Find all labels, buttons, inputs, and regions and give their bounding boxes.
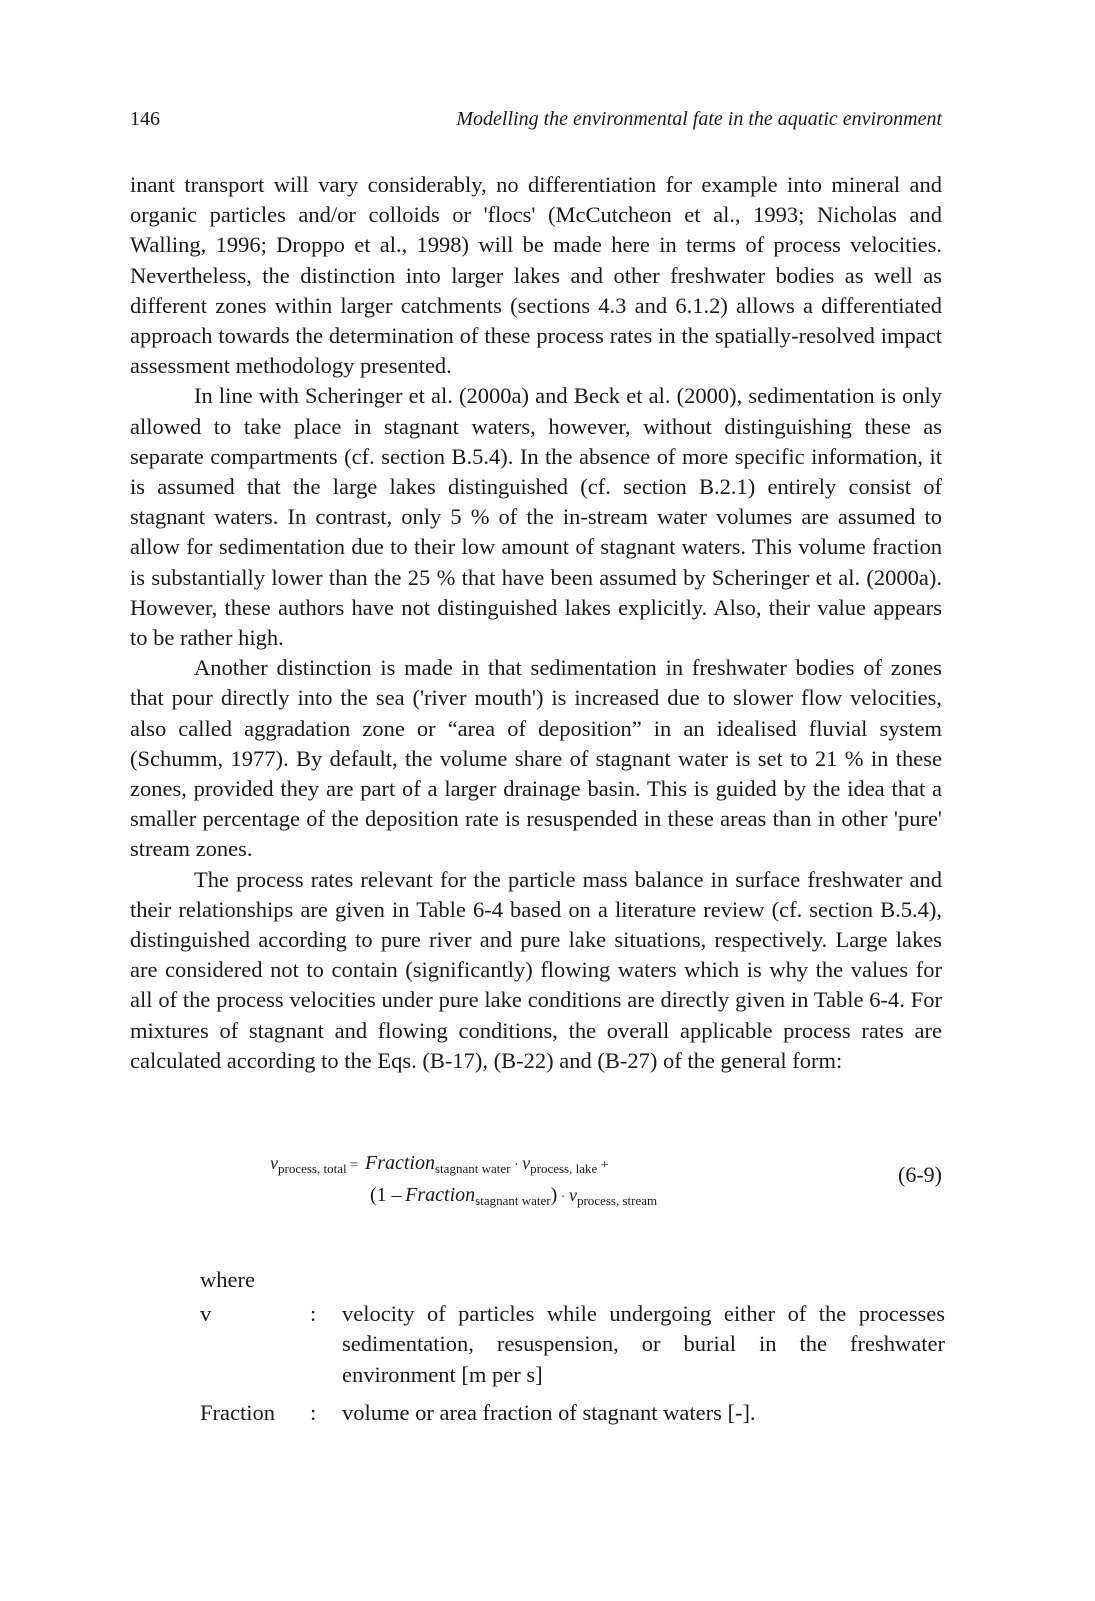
where-label: where bbox=[200, 1267, 255, 1292]
eq-plus: + bbox=[600, 1158, 609, 1173]
running-title: Modelling the environmental fate in the aquatic environment bbox=[456, 108, 942, 130]
definition-term: v bbox=[200, 1301, 212, 1327]
eq-equals: = bbox=[350, 1158, 358, 1173]
definition-colon: : bbox=[310, 1301, 317, 1327]
eq-symbol-v: v bbox=[568, 1185, 577, 1205]
paragraph: Another distinction is made in that sedimentation in freshwater bodies of zones that pour directly into the sea ('river mouth') is increased due to slower flow velocities, also called aggradation zone or “area of deposition” in an idealised fluvial system (Schumm, 1977). By default, the volume share of stagnant water is set to 21 % in these zones, provided they are part of a larger drainage basin. This is guided by the idea that a smaller percentage of the deposition rate is resuspended in these areas than in other 'pure' stream zones. bbox=[130, 655, 942, 862]
where-block bbox=[200, 1265, 945, 1436]
definition-row bbox=[200, 1299, 945, 1390]
eq-dot: · bbox=[513, 1158, 519, 1173]
definition-text: velocity of particles while undergoing either of the processes sedimentation, resuspension, or burial in the freshwater environment [m per s] bbox=[342, 1301, 945, 1387]
eq-symbol-v: v bbox=[270, 1153, 278, 1173]
definition-term: Fraction bbox=[200, 1399, 275, 1425]
equation-line-2 bbox=[370, 1184, 657, 1209]
equation-line-1 bbox=[270, 1152, 609, 1177]
equation-number: (6-9) bbox=[898, 1162, 942, 1187]
eq-symbol-v: v bbox=[522, 1153, 531, 1173]
eq-subscript: process, total bbox=[278, 1161, 347, 1176]
paragraph: The process rates relevant for the particle mass balance in surface freshwater and their relationships are given in Table 6-4 based on a literature review (cf. section B.5.4), distinguished according to pure river and pure lake situations, respectively. Large lakes are considered not to contain (significantly) flowing waters which is why the values for all of the process velocities under pure lake conditions are directly given in Table 6-4. For mixtures of stagnant and flowing conditions, the overall applicable process rates are calculated according to the Eqs. (B-17), (B-22) and (B-27) of the general form: bbox=[130, 866, 942, 1073]
eq-subscript: process, stream bbox=[576, 1193, 658, 1208]
equation-6-9 bbox=[270, 1152, 942, 1222]
eq-fraction: Fraction bbox=[405, 1184, 476, 1206]
page-number: 146 bbox=[130, 108, 160, 130]
definition-text: volume or area fraction of stagnant waters [-]. bbox=[342, 1399, 756, 1425]
eq-subscript: stagnant water bbox=[475, 1193, 551, 1208]
page-header bbox=[130, 108, 942, 136]
body-text bbox=[130, 170, 942, 1076]
eq-close-paren: ) bbox=[550, 1184, 558, 1206]
eq-fraction: Fraction bbox=[365, 1152, 435, 1174]
eq-subscript: stagnant water bbox=[435, 1161, 511, 1176]
definition-colon: : bbox=[310, 1399, 317, 1425]
paragraph: inant transport will vary considerably, no differentiation for example into mineral and organic particles and/or colloids or 'flocs' (McCutcheon et al., 1993; Nicholas and Walling, 1996; Droppo et al., 1998) will be made here in terms of process velocities. Nevertheless, the distinction into larger lakes and other freshwater bodies as well as different zones within larger catchments (sections 4.3 and 6.1.2) allows a differentiated approach towards the determination of these process rates in the spatially-resolved impact assessment methodology presented. bbox=[130, 172, 942, 379]
eq-dot: · bbox=[560, 1190, 566, 1205]
eq-open-paren: (1 – bbox=[370, 1184, 402, 1206]
definition-row bbox=[200, 1398, 945, 1428]
eq-subscript: process, lake bbox=[530, 1161, 598, 1176]
paragraph: In line with Scheringer et al. (2000a) and Beck et al. (2000), sedimentation is only allowed to take place in stagnant waters, however, without distinguishing these as separate compartments (cf. section B.5.4). In the absence of more specific information, it is assumed that the large lakes distinguished (cf. section B.2.1) entirely consist of stagnant waters. In contrast, only 5 % of the in-stream water volumes are assumed to allow for sedimentation due to their low amount of stagnant waters. This volume fraction is substantially lower than the 25 % that have been assumed by Scheringer et al. (2000a). However, these authors have not distinguished lakes explicitly. Also, their value appears to be rather high. bbox=[130, 383, 942, 651]
